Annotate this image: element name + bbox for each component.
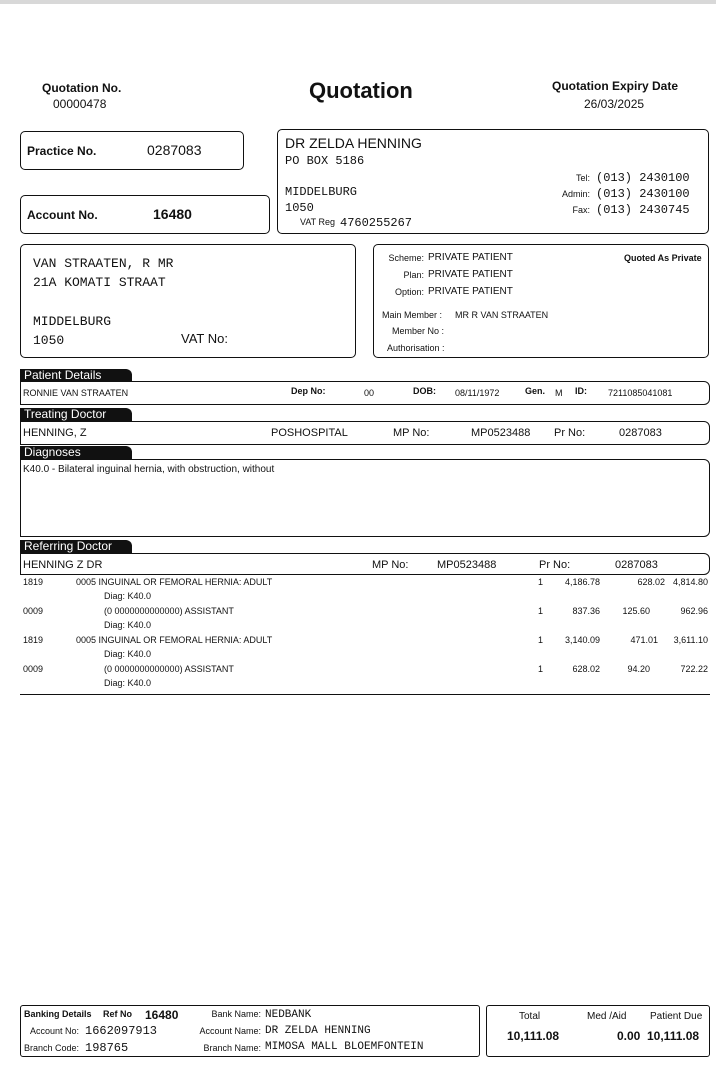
main-member-value: MR R VAN STRAATEN <box>455 310 549 320</box>
patient-address-box <box>20 244 356 358</box>
item-amount: 3,140.09 <box>564 635 600 645</box>
authorisation-label: Authorisation : <box>387 343 445 353</box>
quotation-no-label: Quotation No. <box>42 81 122 95</box>
item-amount: 4,186.78 <box>564 577 600 587</box>
item-total: 3,611.10 <box>673 635 708 645</box>
treating-mp-label: MP No: <box>393 427 430 439</box>
treating-pr-value: 0287083 <box>619 427 662 439</box>
patient-due-value: 10,111.08 <box>647 1029 700 1043</box>
diagnoses-box <box>20 459 710 537</box>
bank-name: NEDBANK <box>265 1009 312 1021</box>
page-title: Quotation <box>309 78 413 103</box>
referring-pr-value: 0287083 <box>615 559 658 571</box>
account-box <box>20 195 270 234</box>
fax-number: (013) 2430745 <box>596 203 690 217</box>
line-item <box>20 662 710 691</box>
item-diagnosis: Diag: K40.0 <box>104 678 152 688</box>
referring-mp-label: MP No: <box>372 559 409 571</box>
vat-reg-number: 4760255267 <box>340 216 413 230</box>
doctor-box <box>277 129 709 234</box>
fax-label: Fax: <box>572 205 590 215</box>
plan-value: PRIVATE PATIENT <box>428 269 513 280</box>
item-diagnosis: Diag: K40.0 <box>104 591 152 601</box>
expiry-date: 26/03/2025 <box>584 97 645 111</box>
item-code: 1819 <box>23 577 44 587</box>
practice-label: Practice No. <box>27 144 97 158</box>
referring-pr-label: Pr No: <box>539 559 571 571</box>
hospital-name: POSHOSPITAL <box>271 427 348 439</box>
doctor-address-3: 1050 <box>285 201 314 215</box>
branch-name: MIMOSA MALL BLOEMFONTEIN <box>265 1041 424 1053</box>
item-diagnosis: Diag: K40.0 <box>104 649 152 659</box>
treating-doctor-bar <box>20 421 710 445</box>
patient-details-bar <box>20 381 710 405</box>
tel-number: (013) 2430100 <box>596 171 690 185</box>
item-description: (0 0000000000000) ASSISTANT <box>104 606 234 616</box>
item-vat: 125.60 <box>622 606 650 616</box>
branch-name-label: Branch Name: <box>203 1043 261 1053</box>
scheme-box <box>373 244 709 358</box>
patient-details-tab: Patient Details <box>20 369 132 382</box>
gender-label: Gen. <box>525 386 546 396</box>
referring-mp-value: MP0523488 <box>437 559 497 571</box>
practice-box <box>20 131 244 170</box>
treating-mp-value: MP0523488 <box>471 427 531 439</box>
id-label: ID: <box>575 386 587 396</box>
ref-no: 16480 <box>145 1008 179 1022</box>
treating-doctor-tab: Treating Doctor <box>20 408 132 421</box>
med-aid-value: 0.00 <box>617 1029 641 1043</box>
med-aid-label: Med /Aid <box>587 1011 627 1022</box>
quoted-as-private: Quoted As Private <box>624 253 702 263</box>
item-description: 0005 INGUINAL OR FEMORAL HERNIA: ADULT <box>76 577 273 587</box>
option-value: PRIVATE PATIENT <box>428 286 513 297</box>
bank-account-no-label: Account No: <box>29 1026 79 1036</box>
line-item <box>20 633 710 662</box>
item-description: 0005 INGUINAL OR FEMORAL HERNIA: ADULT <box>76 635 273 645</box>
admin-number: (013) 2430100 <box>596 187 690 201</box>
referring-doctor-bar <box>20 553 710 575</box>
item-qty: 1 <box>538 664 544 674</box>
account-name-label: Account Name: <box>199 1026 261 1036</box>
account-name: DR ZELDA HENNING <box>265 1025 371 1037</box>
item-vat: 471.01 <box>630 635 658 645</box>
item-code: 0009 <box>23 606 44 616</box>
option-label: Option: <box>394 287 424 297</box>
item-qty: 1 <box>538 606 544 616</box>
ref-no-label: Ref No <box>103 1009 132 1019</box>
account-label: Account No. <box>27 208 98 222</box>
dob-value: 08/11/1972 <box>455 388 500 398</box>
scan-top-edge <box>0 0 716 4</box>
main-member-label: Main Member : <box>382 310 443 320</box>
doctor-address-1: PO BOX 5186 <box>285 154 365 168</box>
item-qty: 1 <box>538 635 544 645</box>
branch-code-label: Branch Code: <box>23 1043 79 1053</box>
line-item <box>20 575 710 604</box>
totals-box <box>486 1005 710 1057</box>
branch-code: 198765 <box>85 1041 129 1055</box>
account-number: 16480 <box>153 206 192 222</box>
patient-name: RONNIE VAN STRAATEN <box>23 388 129 398</box>
scheme-value: PRIVATE PATIENT <box>428 252 513 263</box>
gender-value: M <box>555 388 563 398</box>
doctor-address-2: MIDDELBURG <box>285 185 358 199</box>
scheme-label: Scheme: <box>388 253 424 263</box>
patient-address-3: MIDDELBURG <box>33 314 112 329</box>
line-item <box>20 604 710 633</box>
item-code: 0009 <box>23 664 44 674</box>
item-code: 1819 <box>23 635 44 645</box>
items-bottom-rule <box>20 694 710 695</box>
item-amount: 628.02 <box>572 664 600 674</box>
item-diagnosis: Diag: K40.0 <box>104 620 152 630</box>
item-description: (0 0000000000000) ASSISTANT <box>104 664 234 674</box>
patient-due-label: Patient Due <box>650 1011 703 1022</box>
item-total: 4,814.80 <box>672 577 708 587</box>
expiry-label: Quotation Expiry Date <box>552 79 679 93</box>
quotation-no: 00000478 <box>53 97 107 111</box>
dob-label: DOB: <box>413 386 436 396</box>
tel-label: Tel: <box>575 173 590 183</box>
referring-doctor-tab: Referring Doctor <box>20 540 132 553</box>
banking-label: Banking Details <box>24 1009 92 1019</box>
line-items <box>20 575 710 695</box>
patient-address-2: 21A KOMATI STRAAT <box>33 275 166 290</box>
item-qty: 1 <box>538 577 544 587</box>
member-no-label: Member No : <box>392 326 445 336</box>
total-label: Total <box>519 1011 541 1022</box>
treating-doctor-name: HENNING, Z <box>23 427 87 439</box>
patient-address-4: 1050 <box>33 333 65 348</box>
bank-account-no: 1662097913 <box>85 1024 158 1038</box>
item-total: 962.96 <box>680 606 708 616</box>
treating-pr-label: Pr No: <box>554 427 586 439</box>
item-amount: 837.36 <box>572 606 600 616</box>
patient-vat-label: VAT No: <box>181 331 228 346</box>
plan-label: Plan: <box>403 270 424 280</box>
patient-address-1: VAN STRAATEN, R MR <box>33 256 174 271</box>
diagnosis-text: K40.0 - Bilateral inguinal hernia, with obstruction, without <box>23 464 275 475</box>
admin-label: Admin: <box>561 189 590 199</box>
referring-doctor-name: HENNING Z DR <box>23 559 103 571</box>
vat-reg-label: VAT Reg <box>300 217 336 227</box>
diagnoses-tab: Diagnoses <box>20 446 132 459</box>
banking-box <box>20 1005 480 1057</box>
dep-no-label: Dep No: <box>291 386 326 396</box>
item-total: 722.22 <box>680 664 708 674</box>
practice-number: 0287083 <box>147 142 202 158</box>
doctor-name: DR ZELDA HENNING <box>285 135 422 151</box>
item-vat: 94.20 <box>627 664 650 674</box>
bank-name-label: Bank Name: <box>211 1009 261 1019</box>
total-value: 10,111.08 <box>507 1029 560 1043</box>
dep-no: 00 <box>364 388 375 398</box>
item-vat: 628.02 <box>637 577 665 587</box>
id-value: 7211085041081 <box>608 388 673 398</box>
